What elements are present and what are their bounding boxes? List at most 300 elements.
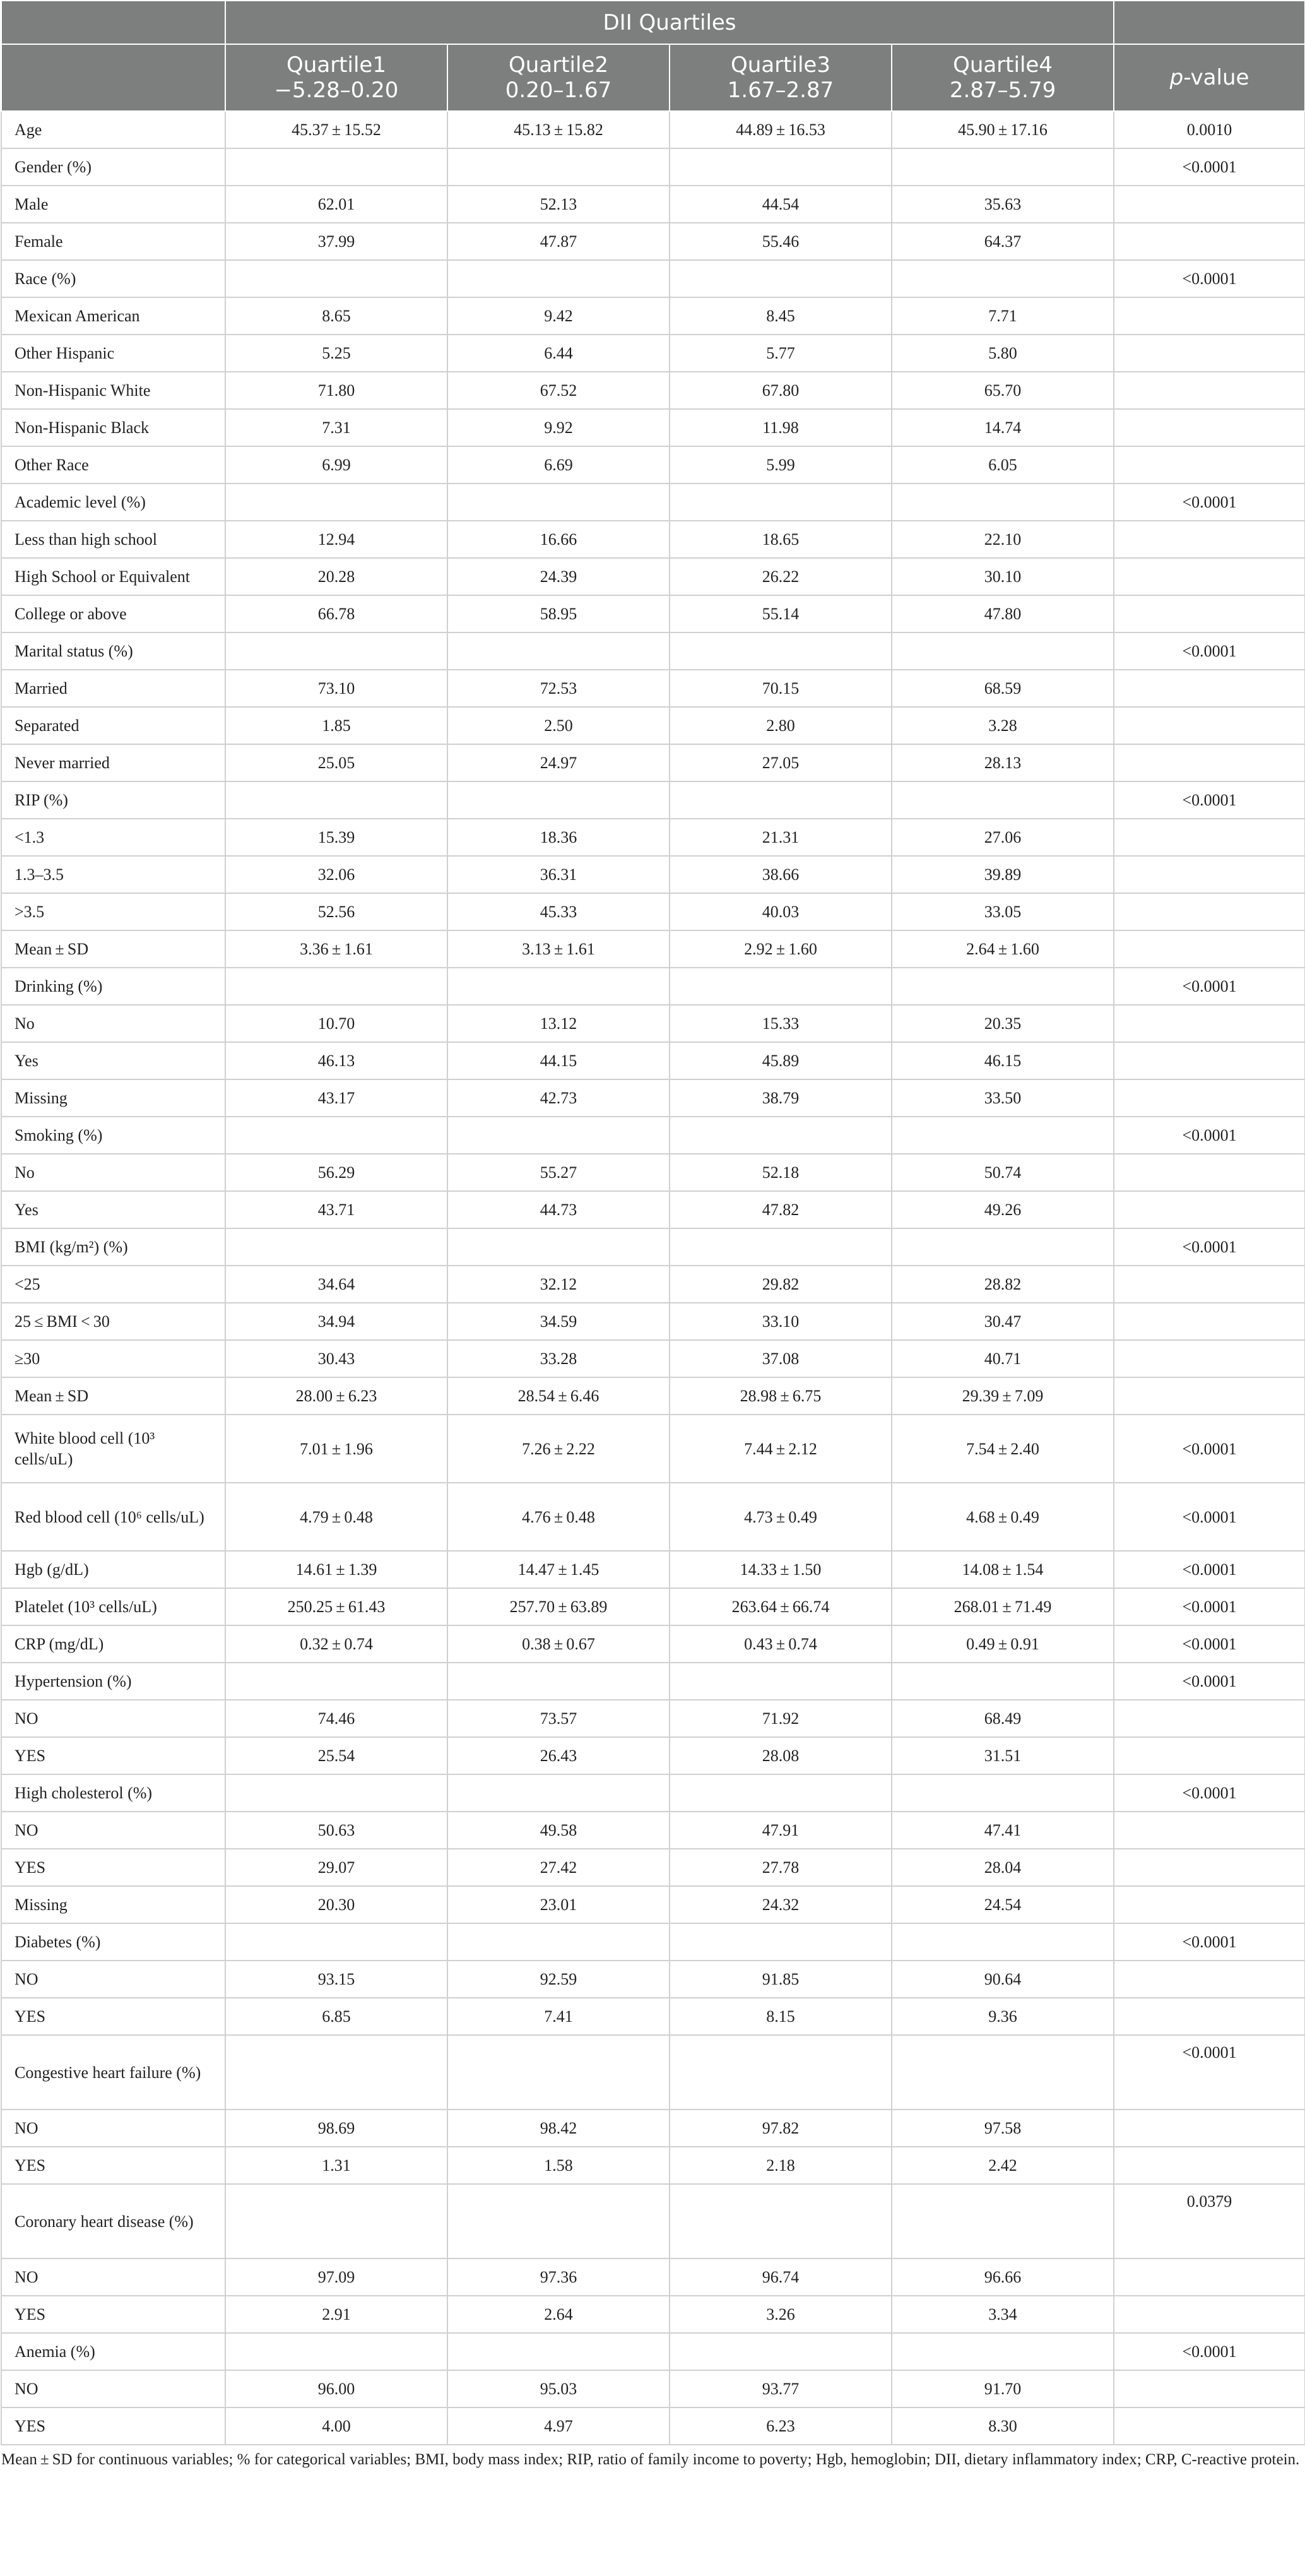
row-label: Drinking (%)	[1, 968, 225, 1005]
row-label: White blood cell (10³ cells/uL)	[1, 1415, 225, 1483]
cell-q3: 28.08	[670, 1737, 892, 1774]
table-row	[1, 819, 1305, 856]
cell-q2: 42.73	[447, 1079, 670, 1117]
cell-q1: 43.17	[225, 1079, 447, 1117]
table-row	[1, 930, 1305, 968]
cell-q4: 268.01 ± 71.49	[892, 1588, 1114, 1625]
cell-pvalue: <0.0001	[1114, 2333, 1305, 2370]
cell-q3	[670, 1923, 892, 1961]
cell-q4: 6.05	[892, 446, 1114, 484]
table-row	[1, 1774, 1305, 1812]
column-header-q4	[892, 44, 1114, 111]
cell-q1	[225, 1774, 447, 1812]
row-label: No	[1, 1154, 225, 1191]
cell-q2: 24.39	[447, 558, 670, 595]
cell-q2: 67.52	[447, 372, 670, 409]
cell-q3: 5.77	[670, 335, 892, 372]
table-row	[1, 1849, 1305, 1886]
column-header-pvalue	[1114, 44, 1305, 111]
cell-q4: 29.39 ± 7.09	[892, 1377, 1114, 1415]
cell-pvalue	[1114, 186, 1305, 223]
cell-pvalue: <0.0001	[1114, 632, 1305, 670]
table-row	[1, 1886, 1305, 1923]
row-label: Yes	[1, 1042, 225, 1079]
row-label: 25 ≤ BMI < 30	[1, 1303, 225, 1340]
cell-q2: 34.59	[447, 1303, 670, 1340]
cell-pvalue: <0.0001	[1114, 1483, 1305, 1551]
row-label: Other Race	[1, 446, 225, 484]
row-label: NO	[1, 1961, 225, 1998]
cell-q3: 44.89 ± 16.53	[670, 111, 892, 148]
cell-q3: 21.31	[670, 819, 892, 856]
cell-q1	[225, 1228, 447, 1266]
cell-q1	[225, 1663, 447, 1700]
cell-q1: 15.39	[225, 819, 447, 856]
cell-q3: 6.23	[670, 2407, 892, 2445]
cell-q4: 28.82	[892, 1266, 1114, 1303]
pvalue-rest: -value	[1183, 65, 1249, 90]
row-label: Non-Hispanic Black	[1, 409, 225, 446]
cell-q3: 15.33	[670, 1005, 892, 1042]
cell-q4: 0.49 ± 0.91	[892, 1625, 1114, 1663]
cell-q4: 96.66	[892, 2258, 1114, 2296]
cell-q1	[225, 2333, 447, 2370]
row-label: Less than high school	[1, 521, 225, 558]
cell-q2	[447, 1663, 670, 1700]
cell-q3: 29.82	[670, 1266, 892, 1303]
cell-q3	[670, 2333, 892, 2370]
table-row	[1, 1483, 1305, 1551]
cell-q4: 68.59	[892, 670, 1114, 707]
cell-q3: 27.78	[670, 1849, 892, 1886]
cell-q4: 33.50	[892, 1079, 1114, 1117]
cell-q3: 24.32	[670, 1886, 892, 1923]
row-label: Separated	[1, 707, 225, 744]
cell-pvalue: <0.0001	[1114, 1117, 1305, 1154]
row-label: YES	[1, 2147, 225, 2184]
row-label: Coronary heart disease (%)	[1, 2184, 225, 2258]
cell-q3: 52.18	[670, 1154, 892, 1191]
cell-q2	[447, 484, 670, 521]
cell-q3: 67.80	[670, 372, 892, 409]
cell-q2	[447, 1228, 670, 1266]
cell-q3: 55.14	[670, 595, 892, 632]
cell-q2: 9.42	[447, 297, 670, 335]
cell-q3: 96.74	[670, 2258, 892, 2296]
cell-pvalue	[1114, 595, 1305, 632]
cell-q3: 71.92	[670, 1700, 892, 1737]
cell-q3: 45.89	[670, 1042, 892, 1079]
cell-q4: 35.63	[892, 186, 1114, 223]
row-label: Marital status (%)	[1, 632, 225, 670]
table-row	[1, 1005, 1305, 1042]
cell-pvalue	[1114, 446, 1305, 484]
cell-q1	[225, 1923, 447, 1961]
cell-q4: 2.42	[892, 2147, 1114, 2184]
cell-q4: 24.54	[892, 1886, 1114, 1923]
cell-q3: 93.77	[670, 2370, 892, 2407]
cell-q2: 45.33	[447, 893, 670, 930]
table-row	[1, 1998, 1305, 2035]
cell-q1: 1.31	[225, 2147, 447, 2184]
cell-pvalue	[1114, 1340, 1305, 1377]
table-row	[1, 558, 1305, 595]
cell-q1	[225, 2184, 447, 2258]
footnote: Mean ± SD for continuous variables; % for categorical variables; BMI, body mass index; RIP, ratio of family income to poverty; Hgb, hemoglobin; DII, dietary inflammatory index; CRP, C-reactive protein.	[1, 2451, 1300, 2468]
table-row	[1, 521, 1305, 558]
table-row	[1, 595, 1305, 632]
cell-pvalue	[1114, 930, 1305, 968]
cell-q3: 5.99	[670, 446, 892, 484]
cell-q4	[892, 484, 1114, 521]
row-label: Age	[1, 111, 225, 148]
cell-q2: 7.26 ± 2.22	[447, 1415, 670, 1483]
cell-q2: 6.69	[447, 446, 670, 484]
table-row	[1, 2110, 1305, 2147]
cell-q2: 97.36	[447, 2258, 670, 2296]
cell-q3: 40.03	[670, 893, 892, 930]
cell-q4: 31.51	[892, 1737, 1114, 1774]
cell-q2: 0.38 ± 0.67	[447, 1625, 670, 1663]
cell-pvalue	[1114, 1005, 1305, 1042]
cell-q4: 9.36	[892, 1998, 1114, 2035]
cell-pvalue: <0.0001	[1114, 148, 1305, 186]
row-label: Never married	[1, 744, 225, 781]
cell-q2	[447, 148, 670, 186]
cell-q2: 257.70 ± 63.89	[447, 1588, 670, 1625]
cell-pvalue	[1114, 409, 1305, 446]
row-label: YES	[1, 1849, 225, 1886]
cell-q1: 37.99	[225, 223, 447, 260]
cell-q1: 32.06	[225, 856, 447, 893]
cell-q4: 33.05	[892, 893, 1114, 930]
cell-q3	[670, 484, 892, 521]
row-label: Missing	[1, 1886, 225, 1923]
cell-q4: 20.35	[892, 1005, 1114, 1042]
cell-pvalue	[1114, 2147, 1305, 2184]
table-row	[1, 186, 1305, 223]
cell-q1: 56.29	[225, 1154, 447, 1191]
cell-q4: 4.68 ± 0.49	[892, 1483, 1114, 1551]
header-blank	[1114, 1, 1305, 44]
table-row	[1, 1154, 1305, 1191]
row-label: NO	[1, 1812, 225, 1849]
row-label: Hgb (g/dL)	[1, 1551, 225, 1588]
cell-q3: 11.98	[670, 409, 892, 446]
cell-q1: 14.61 ± 1.39	[225, 1551, 447, 1588]
cell-q1: 71.80	[225, 372, 447, 409]
table-row	[1, 1340, 1305, 1377]
cell-pvalue: <0.0001	[1114, 2035, 1305, 2110]
cell-q3: 18.65	[670, 521, 892, 558]
cell-q1: 250.25 ± 61.43	[225, 1588, 447, 1625]
row-label: CRP (mg/dL)	[1, 1625, 225, 1663]
cell-pvalue: <0.0001	[1114, 484, 1305, 521]
table-row	[1, 781, 1305, 819]
quartile-range: −5.28–0.20	[274, 78, 399, 103]
row-label: Mexican American	[1, 297, 225, 335]
cell-q1: 1.85	[225, 707, 447, 744]
cell-q1: 98.69	[225, 2110, 447, 2147]
cell-q4	[892, 1117, 1114, 1154]
cell-q3: 26.22	[670, 558, 892, 595]
cell-q1: 4.00	[225, 2407, 447, 2445]
cell-q1	[225, 148, 447, 186]
cell-q1: 4.79 ± 0.48	[225, 1483, 447, 1551]
row-label: YES	[1, 2407, 225, 2445]
cell-q3: 38.79	[670, 1079, 892, 1117]
cell-pvalue: 0.0010	[1114, 111, 1305, 148]
row-label: Red blood cell (10⁶ cells/uL)	[1, 1483, 225, 1551]
table-row	[1, 707, 1305, 744]
cell-pvalue: <0.0001	[1114, 1415, 1305, 1483]
cell-q1: 6.85	[225, 1998, 447, 2035]
cell-q2: 14.47 ± 1.45	[447, 1551, 670, 1588]
cell-q1	[225, 260, 447, 297]
table-row	[1, 1042, 1305, 1079]
cell-pvalue: <0.0001	[1114, 1625, 1305, 1663]
cell-q3: 263.64 ± 66.74	[670, 1588, 892, 1625]
cell-q2: 26.43	[447, 1737, 670, 1774]
table-row	[1, 1737, 1305, 1774]
table-row	[1, 744, 1305, 781]
cell-q1: 74.46	[225, 1700, 447, 1737]
cell-q1	[225, 484, 447, 521]
cell-q1	[225, 2035, 447, 2110]
cell-q2: 95.03	[447, 2370, 670, 2407]
row-label: ≥30	[1, 1340, 225, 1377]
cell-q3	[670, 1774, 892, 1812]
cell-q4: 47.41	[892, 1812, 1114, 1849]
cell-q4: 14.08 ± 1.54	[892, 1551, 1114, 1588]
cell-q3: 70.15	[670, 670, 892, 707]
row-label: Gender (%)	[1, 148, 225, 186]
cell-q2: 44.73	[447, 1191, 670, 1228]
table-row	[1, 484, 1305, 521]
table-row	[1, 1303, 1305, 1340]
row-label: Married	[1, 670, 225, 707]
row-label: Academic level (%)	[1, 484, 225, 521]
cell-q4: 97.58	[892, 2110, 1114, 2147]
cell-q1: 20.28	[225, 558, 447, 595]
cell-q2: 72.53	[447, 670, 670, 707]
cell-pvalue: <0.0001	[1114, 1663, 1305, 1700]
cell-pvalue	[1114, 707, 1305, 744]
cell-q4	[892, 1228, 1114, 1266]
cell-q2: 98.42	[447, 2110, 670, 2147]
cell-pvalue	[1114, 2407, 1305, 2445]
cell-q4: 47.80	[892, 595, 1114, 632]
header-blank	[1, 1, 225, 44]
row-label: Anemia (%)	[1, 2333, 225, 2370]
cell-q3: 33.10	[670, 1303, 892, 1340]
quartile-name: Quartile4	[953, 52, 1053, 78]
table-row	[1, 409, 1305, 446]
cell-q1: 43.71	[225, 1191, 447, 1228]
cell-q4: 45.90 ± 17.16	[892, 111, 1114, 148]
cell-q1: 20.30	[225, 1886, 447, 1923]
row-label: High School or Equivalent	[1, 558, 225, 595]
cell-q2	[447, 781, 670, 819]
cell-q3	[670, 1117, 892, 1154]
cell-q2: 55.27	[447, 1154, 670, 1191]
cell-pvalue	[1114, 2296, 1305, 2333]
cell-pvalue	[1114, 1079, 1305, 1117]
table-row	[1, 1700, 1305, 1737]
row-label: Smoking (%)	[1, 1117, 225, 1154]
cell-q4: 7.71	[892, 297, 1114, 335]
cell-pvalue	[1114, 670, 1305, 707]
row-label: <1.3	[1, 819, 225, 856]
cell-q1: 12.94	[225, 521, 447, 558]
cell-q1: 66.78	[225, 595, 447, 632]
cell-q4: 39.89	[892, 856, 1114, 893]
table-row	[1, 1377, 1305, 1415]
cell-q1: 10.70	[225, 1005, 447, 1042]
pvalue-italic: p	[1169, 65, 1184, 90]
cell-q1: 34.64	[225, 1266, 447, 1303]
cell-q3: 2.92 ± 1.60	[670, 930, 892, 968]
table-row	[1, 1266, 1305, 1303]
cell-q2	[447, 260, 670, 297]
cell-pvalue	[1114, 744, 1305, 781]
cell-q4: 27.06	[892, 819, 1114, 856]
cell-q2: 33.28	[447, 1340, 670, 1377]
cell-pvalue	[1114, 558, 1305, 595]
table-body	[1, 111, 1305, 2445]
row-label: NO	[1, 2258, 225, 2296]
row-label: Diabetes (%)	[1, 1923, 225, 1961]
table-row	[1, 1588, 1305, 1625]
cell-pvalue	[1114, 2110, 1305, 2147]
row-label: RIP (%)	[1, 781, 225, 819]
cell-q3: 3.26	[670, 2296, 892, 2333]
cell-q4: 91.70	[892, 2370, 1114, 2407]
cell-pvalue: <0.0001	[1114, 781, 1305, 819]
table-row	[1, 2184, 1305, 2258]
table-row	[1, 148, 1305, 186]
cell-pvalue	[1114, 893, 1305, 930]
cell-pvalue	[1114, 1961, 1305, 1998]
column-header-q2	[447, 44, 670, 111]
cell-q3: 47.82	[670, 1191, 892, 1228]
column-header-q3	[670, 44, 892, 111]
cell-q2	[447, 1117, 670, 1154]
cell-q1: 25.54	[225, 1737, 447, 1774]
cell-q4	[892, 2035, 1114, 2110]
cell-q3: 4.73 ± 0.49	[670, 1483, 892, 1551]
cell-q3	[670, 1228, 892, 1266]
cell-q2: 52.13	[447, 186, 670, 223]
cell-q3: 97.82	[670, 2110, 892, 2147]
cell-q2: 7.41	[447, 1998, 670, 2035]
cell-pvalue	[1114, 1042, 1305, 1079]
cell-q1: 28.00 ± 6.23	[225, 1377, 447, 1415]
cell-q1	[225, 632, 447, 670]
cell-pvalue: <0.0001	[1114, 1228, 1305, 1266]
table-row	[1, 1663, 1305, 1700]
cell-q4	[892, 148, 1114, 186]
table-row	[1, 1415, 1305, 1483]
cell-q2: 3.13 ± 1.61	[447, 930, 670, 968]
row-label: Missing	[1, 1079, 225, 1117]
table-row	[1, 223, 1305, 260]
cell-q3: 27.05	[670, 744, 892, 781]
cell-q2: 49.58	[447, 1812, 670, 1849]
cell-q4	[892, 260, 1114, 297]
cell-q1: 2.91	[225, 2296, 447, 2333]
row-label: College or above	[1, 595, 225, 632]
row-label: BMI (kg/m²) (%)	[1, 1228, 225, 1266]
dii-quartiles-table	[1, 0, 1305, 2445]
cell-q1: 50.63	[225, 1812, 447, 1849]
cell-pvalue	[1114, 819, 1305, 856]
cell-q4	[892, 1774, 1114, 1812]
cell-pvalue	[1114, 297, 1305, 335]
cell-q3	[670, 148, 892, 186]
cell-pvalue	[1114, 2258, 1305, 2296]
row-label: Female	[1, 223, 225, 260]
quartile-name: Quartile3	[731, 52, 830, 78]
cell-q4: 64.37	[892, 223, 1114, 260]
table-row	[1, 2370, 1305, 2407]
table-row	[1, 1625, 1305, 1663]
quartile-range: 2.87–5.79	[949, 78, 1056, 103]
cell-q1: 73.10	[225, 670, 447, 707]
cell-q4: 30.10	[892, 558, 1114, 595]
cell-q4	[892, 2184, 1114, 2258]
quartile-name: Quartile2	[509, 52, 608, 78]
cell-q4: 49.26	[892, 1191, 1114, 1228]
table-row	[1, 297, 1305, 335]
cell-q4: 28.13	[892, 744, 1114, 781]
cell-q4	[892, 968, 1114, 1005]
cell-q3: 44.54	[670, 186, 892, 223]
cell-q3	[670, 2035, 892, 2110]
cell-q4	[892, 632, 1114, 670]
cell-q4: 7.54 ± 2.40	[892, 1415, 1114, 1483]
cell-q2: 16.66	[447, 521, 670, 558]
table-row	[1, 1079, 1305, 1117]
table-row	[1, 670, 1305, 707]
table-row	[1, 260, 1305, 297]
table-row	[1, 1961, 1305, 1998]
cell-q2	[447, 1774, 670, 1812]
row-label: >3.5	[1, 893, 225, 930]
header-blank	[1, 44, 225, 111]
quartile-range: 0.20–1.67	[505, 78, 612, 103]
cell-q4: 22.10	[892, 521, 1114, 558]
cell-pvalue	[1114, 1377, 1305, 1415]
cell-pvalue	[1114, 1849, 1305, 1886]
cell-q1: 25.05	[225, 744, 447, 781]
cell-q1: 8.65	[225, 297, 447, 335]
cell-q1	[225, 968, 447, 1005]
cell-q4	[892, 781, 1114, 819]
cell-q2: 24.97	[447, 744, 670, 781]
table-row	[1, 2258, 1305, 2296]
cell-q3: 28.98 ± 6.75	[670, 1377, 892, 1415]
table-row	[1, 968, 1305, 1005]
row-label: Congestive heart failure (%)	[1, 2035, 225, 2110]
table-row	[1, 1923, 1305, 1961]
cell-q1: 5.25	[225, 335, 447, 372]
cell-q1: 45.37 ± 15.52	[225, 111, 447, 148]
cell-q2: 2.64	[447, 2296, 670, 2333]
cell-q2: 45.13 ± 15.82	[447, 111, 670, 148]
cell-q1: 0.32 ± 0.74	[225, 1625, 447, 1663]
cell-q3: 8.15	[670, 1998, 892, 2035]
